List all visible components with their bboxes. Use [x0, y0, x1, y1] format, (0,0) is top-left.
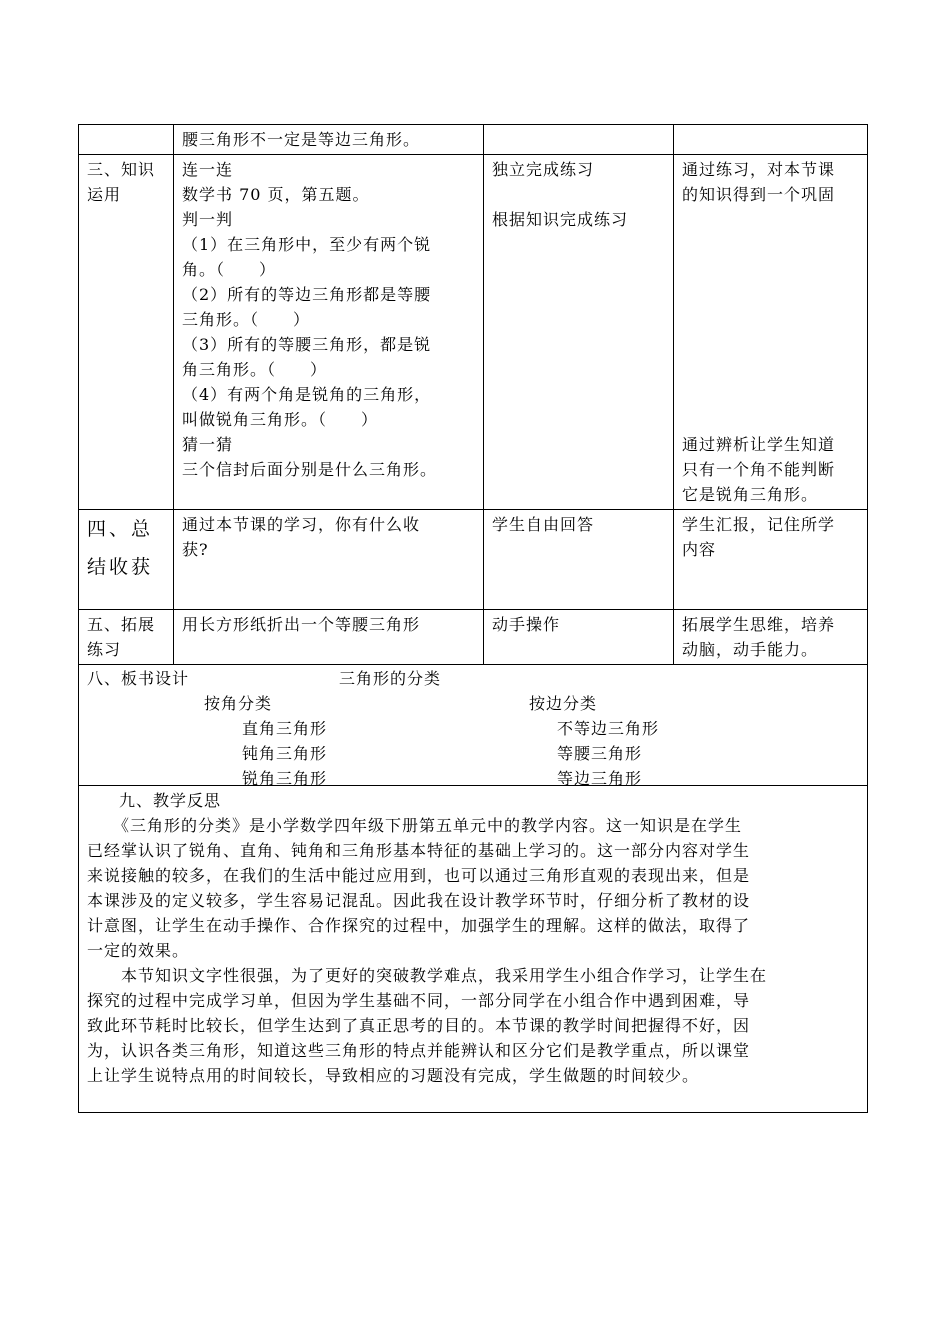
cell-stage [79, 610, 174, 665]
board-left-heading: 按角分类 [204, 694, 273, 713]
board-heading: 八、板书设计 [87, 669, 190, 688]
stage-label: 练习 [87, 640, 122, 659]
reflection-line: 致此环节耗时比较长，但学生达到了真正思考的目的。本节课的教学时间把握得不好，因 [87, 1016, 751, 1035]
cell-intent [674, 155, 868, 510]
cell-intent [674, 610, 868, 665]
cell-stage [79, 155, 174, 510]
board-right-heading: 按边分类 [529, 694, 598, 713]
reflection [79, 786, 867, 1112]
reflection-row [79, 786, 868, 1113]
content-line: 角三角形。（ ） [182, 360, 328, 379]
table-row [79, 610, 868, 665]
content-line: （3）所有的等腰三角形，都是锐 [182, 335, 432, 354]
content-line: 获? [182, 540, 209, 559]
table-row [79, 125, 868, 155]
board-right-item: 等腰三角形 [557, 744, 643, 763]
board-design [79, 665, 867, 788]
student-activity: 独立完成练习 [492, 160, 595, 179]
cell-student [484, 610, 674, 665]
cell-student [484, 155, 674, 510]
board-left-item: 锐角三角形 [242, 769, 328, 788]
intent-line: 拓展学生思维，培养 [682, 615, 836, 634]
intent-line: 通过练习，对本节课 [682, 160, 836, 179]
intent-line: 的知识得到一个巩固 [682, 185, 836, 204]
content-line: （1）在三角形中，至少有两个锐 [182, 235, 432, 254]
content-line: 数学书 70 页，第五题。 [182, 185, 370, 204]
board-right-item: 等边三角形 [557, 769, 643, 788]
cell-content [174, 610, 484, 665]
reflection-line: 计意图，让学生在动手操作、合作探究的过程中，加强学生的理解。这样的做法，取得了 [87, 916, 751, 935]
content-line: 通过本节课的学习，你有什么收 [182, 515, 421, 534]
stage-label: 五、拓展 [87, 615, 156, 634]
content-line: （4）有两个角是锐角的三角形， [182, 385, 432, 404]
board-design-row [79, 665, 868, 786]
cell-intent [674, 510, 868, 610]
reflection-line: 来说接触的较多，在我们的生活中能过应用到，也可以通过三角形直观的表现出来，但是 [87, 866, 751, 885]
student-activity: 根据知识完成练习 [492, 210, 629, 229]
board-design-cell [79, 665, 868, 786]
table-row [79, 510, 868, 610]
content-line: 用长方形纸折出一个等腰三角形 [182, 615, 421, 634]
reflection-line: 探究的过程中完成学习单，但因为学生基础不同，一部分同学在小组合作中遇到困难，导 [87, 991, 751, 1010]
content-line: 三个信封后面分别是什么三角形。 [182, 460, 438, 479]
intent-line: 学生汇报，记住所学 [682, 515, 836, 534]
cell-content [174, 155, 484, 510]
reflection-line: 已经掌认识了锐角、直角、钝角和三角形基本特征的基础上学习的。这一部分内容对学生 [87, 841, 751, 860]
cell-stage [79, 510, 174, 610]
cell-intent [674, 125, 868, 155]
intent-line: 内容 [682, 540, 717, 559]
stage-label: 运用 [87, 185, 122, 204]
board-right-item: 不等边三角形 [557, 719, 660, 738]
reflection-line: 本课涉及的定义较多，学生容易记混乱。因此我在设计教学环节时，仔细分析了教材的设 [87, 891, 751, 910]
student-activity: 学生自由回答 [492, 515, 595, 534]
cell-student [484, 510, 674, 610]
reflection-line: 本节知识文字性很强，为了更好的突破教学难点，我采用学生小组合作学习，让学生在 [87, 966, 768, 985]
content-line: 猜一猜 [182, 435, 234, 454]
content-line: 腰三角形不一定是等边三角形。 [182, 130, 421, 149]
lesson-plan-table [78, 124, 868, 1113]
student-activity: 动手操作 [492, 615, 561, 634]
cell-student [484, 125, 674, 155]
reflection-cell [79, 786, 868, 1113]
reflection-line: 上让学生说特点用的时间较长，导致相应的习题没有完成，学生做题的时间较少。 [87, 1066, 700, 1085]
cell-content [174, 125, 484, 155]
reflection-line: 《三角形的分类》是小学数学四年级下册第五单元中的教学内容。这一知识是在学生 [87, 816, 743, 835]
cell-content [174, 510, 484, 610]
stage-label: 四、总 [87, 518, 154, 540]
intent-line: 只有一个角不能判断 [682, 460, 836, 479]
intent-line: 动脑，动手能力。 [682, 640, 819, 659]
content-line: 角。（ ） [182, 260, 277, 279]
cell-stage [79, 125, 174, 155]
content-line: 三角形。（ ） [182, 310, 311, 329]
stage-label: 三、知识 [87, 160, 156, 179]
board-left-item: 直角三角形 [242, 719, 328, 738]
content-line: 连一连 [182, 160, 234, 179]
reflection-heading: 九、教学反思 [119, 791, 222, 810]
intent-line: 通过辨析让学生知道 [682, 435, 836, 454]
board-left-item: 钝角三角形 [242, 744, 328, 763]
reflection-line: 为，认识各类三角形，知道这些三角形的特点并能辨认和区分它们是教学重点，所以课堂 [87, 1041, 751, 1060]
content-line: 判一判 [182, 210, 234, 229]
intent-line: 它是锐角三角形。 [682, 485, 819, 504]
content-line: 叫做锐角三角形。（ ） [182, 410, 379, 429]
stage-label: 结收获 [87, 556, 154, 578]
table-row [79, 155, 868, 510]
board-title: 三角形的分类 [339, 669, 442, 688]
reflection-line: 一定的效果。 [87, 941, 190, 960]
content-line: （2）所有的等边三角形都是等腰 [182, 285, 432, 304]
